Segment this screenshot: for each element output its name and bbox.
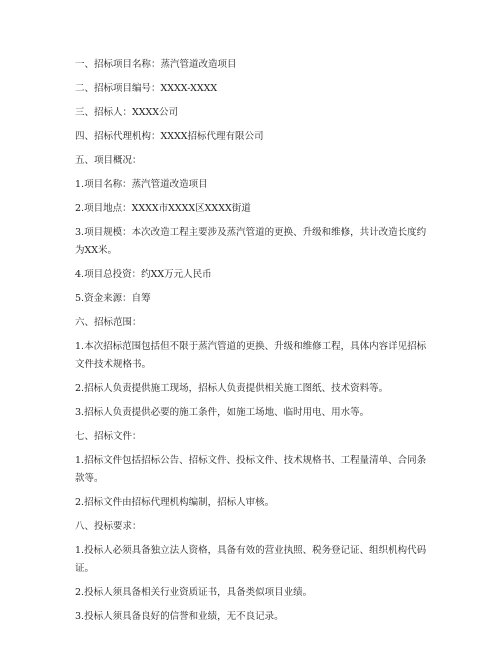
scope-item-3: 3.招标人负责提供必要的施工条件，如施工场地、临时用电、用水等。: [75, 407, 370, 418]
section-heading-scope: 六、招标范围：: [75, 317, 142, 328]
section-heading-overview: 五、项目概况：: [75, 155, 142, 166]
section-heading-agency: 四、招标代理机构：XXXX招标代理有限公司: [75, 131, 264, 142]
requirements-item-2: 2.投标人须具备相关行业资质证书，具备类似项目业绩。: [75, 587, 313, 598]
section-heading-tenderer: 三、招标人：XXXX公司: [75, 107, 179, 118]
scope-item-1: 1.本次招标范围包括但不限于蒸汽管道的更换、升级和维修工程，具体内容详见招标文件技术规格书。: [75, 341, 427, 370]
overview-item-funding: 5.资金来源：自筹: [75, 293, 151, 304]
documents-item-1: 1.招标文件包括招标公告、招标文件、投标文件、技术规格书、工程量清单、合同条款等。: [75, 455, 427, 484]
requirements-item-3: 3.投标人须具备良好的信誉和业绩，无不良记录。: [75, 611, 284, 622]
overview-item-scale: 3.项目规模：本次改造工程主要涉及蒸汽管道的更换、升级和维修，共计改造长度约为XX米。: [75, 227, 427, 256]
documents-item-2: 2.招标文件由招标代理机构编制，招标人审核。: [75, 497, 275, 508]
section-heading-requirements: 八、投标要求：: [75, 521, 142, 532]
section-heading-project-number: 二、招标项目编号：XXXX-XXXX: [75, 83, 218, 94]
overview-item-investment: 4.项目总投资：约XX万元人民币: [75, 269, 212, 280]
section-heading-documents: 七、招标文件：: [75, 431, 142, 442]
requirements-item-1: 1.投标人必须具备独立法人资格，具备有效的营业执照、税务登记证、组织机构代码证。: [75, 545, 427, 574]
overview-item-name: 1.项目名称：蒸汽管道改造项目: [75, 179, 208, 190]
section-heading-project-name: 一、招标项目名称：蒸汽管道改造项目: [75, 59, 237, 70]
overview-item-location: 2.项目地点：XXXX市XXXX区XXXX街道: [75, 203, 251, 214]
scope-item-2: 2.招标人负责提供施工现场，招标人负责提供相关施工图纸、技术资料等。: [75, 383, 389, 394]
